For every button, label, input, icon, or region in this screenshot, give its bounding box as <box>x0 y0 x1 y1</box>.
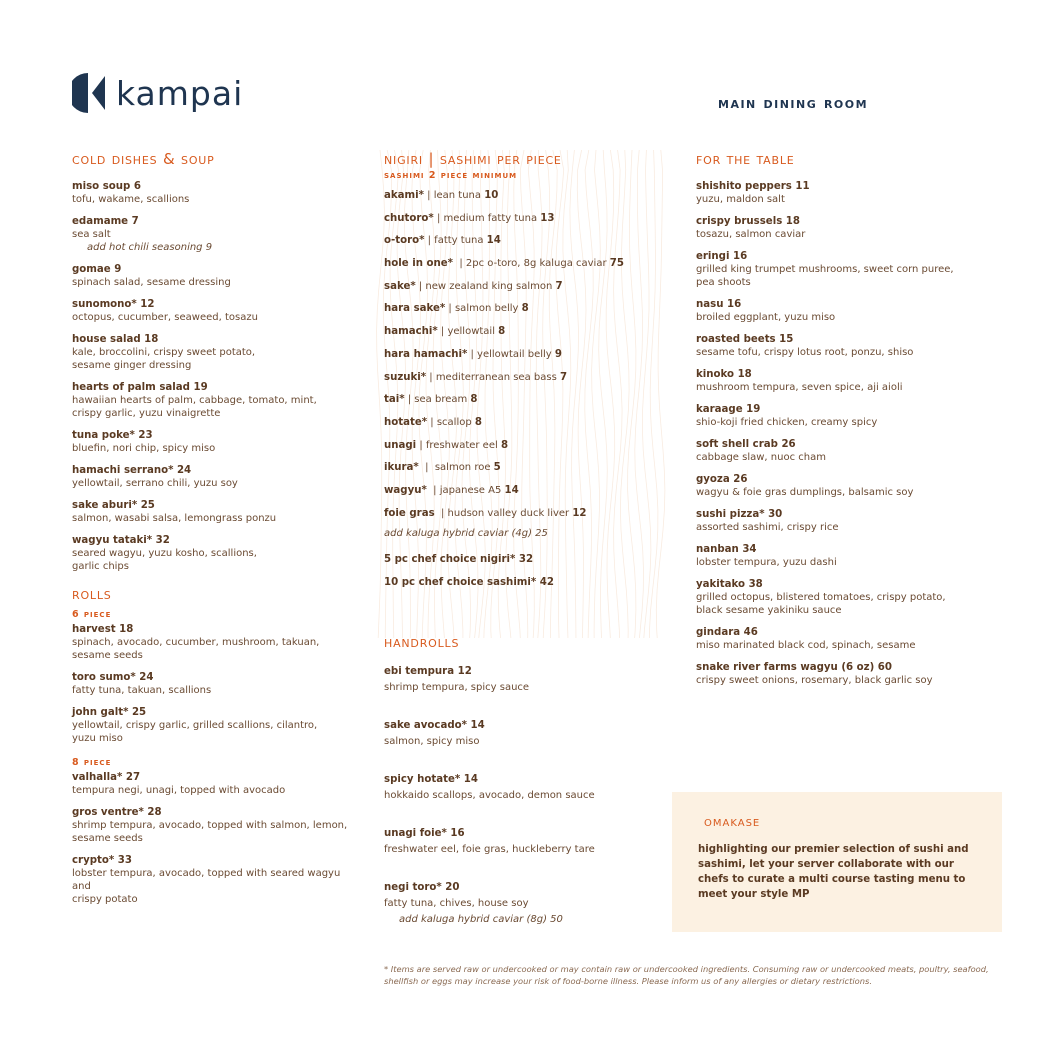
nigiri-description: | japanese A5 <box>426 484 505 496</box>
item-name: gindara 46 <box>696 627 758 638</box>
item-description: tempura negi, unagi, topped with avocado <box>72 785 286 796</box>
item-description: shrimp tempura, spicy sauce <box>384 681 530 693</box>
menu-item <box>696 250 996 289</box>
nigiri-description: | mediterranean sea bass <box>426 371 560 383</box>
item-description: yellowtail, crispy garlic, grilled scallions, cilantro, <box>72 720 318 731</box>
menu-item <box>72 381 362 420</box>
nigiri-caviar-addon: add kaluga hybrid caviar (4g) 25 <box>384 528 548 540</box>
nigiri-name: unagi <box>384 439 417 451</box>
roll-item <box>72 671 362 697</box>
menu-item <box>696 661 996 687</box>
menu-item <box>72 464 362 490</box>
nigiri-item <box>384 189 674 212</box>
item-name: gyoza 26 <box>696 474 748 485</box>
omakase-line: chefs to curate a multi course tasting menu to <box>698 874 966 885</box>
nigiri-description: | freshwater eel <box>416 439 501 451</box>
nigiri-description: | 2pc o-toro, 8g kaluga caviar <box>452 258 610 270</box>
menu-item <box>696 403 996 429</box>
room-title: main dining room <box>718 94 869 112</box>
omakase-line: sashimi, let your server collaborate with our <box>698 859 954 870</box>
item-name: harvest 18 <box>72 624 134 635</box>
item-description: spinach, avocado, cucumber, mushroom, takuan, <box>72 637 320 648</box>
nigiri-item <box>384 257 674 280</box>
nigiri-price: 7 <box>559 371 568 383</box>
item-name: ebi tempura 12 <box>384 665 472 677</box>
chef-choice-nigiri: 5 pc chef choice nigiri* 32 <box>384 554 534 566</box>
item-description: pea shoots <box>696 277 751 288</box>
item-description: grilled octopus, blistered tomatoes, crispy potato, <box>696 592 946 603</box>
item-description: kale, broccolini, crispy sweet potato, <box>72 347 256 358</box>
section-title-rolls: rolls <box>72 585 112 603</box>
column-right <box>696 150 996 687</box>
nigiri-price: 10 <box>484 190 499 201</box>
menu-item <box>696 473 996 499</box>
item-name: crispy brussels 18 <box>696 216 800 227</box>
item-description: crispy garlic, yuzu vinaigrette <box>72 408 221 419</box>
nigiri-item <box>384 234 674 257</box>
brand-logo <box>72 72 243 114</box>
item-name: roasted beets 15 <box>696 334 794 345</box>
item-name: eringi 16 <box>696 251 748 262</box>
item-name: nasu 16 <box>696 299 742 310</box>
menu-item <box>696 438 996 464</box>
menu-item <box>72 499 362 525</box>
item-description: fatty tuna, takuan, scallions <box>72 685 212 696</box>
menu-item <box>72 534 362 573</box>
item-description: hawaiian hearts of palm, cabbage, tomato, mint, <box>72 395 317 406</box>
menu-item <box>72 333 362 372</box>
nigiri-name: hole in one* <box>384 258 453 270</box>
item-description: sea salt <box>72 229 111 240</box>
nigiri-description: | hudson valley duck liver <box>434 507 573 519</box>
item-description: yellowtail, serrano chili, yuzu soy <box>72 478 238 489</box>
item-name: unagi foie* 16 <box>384 827 465 839</box>
brand-name: kampai <box>116 73 244 113</box>
nigiri-name: hotate* <box>384 416 428 428</box>
rolls-6-list <box>72 623 362 745</box>
nigiri-price: 8 <box>500 439 509 451</box>
item-addon: add hot chili seasoning 9 <box>87 242 213 253</box>
nigiri-price: 7 <box>555 280 563 292</box>
omakase-title: omakase <box>704 814 761 830</box>
section-title-nigiri: nigiri | sashimi per piece <box>384 150 562 168</box>
nigiri-name: suzuki* <box>384 371 427 383</box>
nigiri-description: | fatty tuna <box>424 235 487 247</box>
menu-item <box>696 180 996 206</box>
item-name: gomae 9 <box>72 264 122 275</box>
chef-choice-sashimi: 10 pc chef choice sashimi* 42 <box>384 577 554 588</box>
nigiri-name: akami* <box>384 190 424 201</box>
handroll-item <box>384 773 674 802</box>
nigiri-item <box>384 371 674 394</box>
item-name: spicy hotate* 14 <box>384 773 478 785</box>
item-description: lobster tempura, avocado, topped with seared wagyu and <box>72 868 341 892</box>
nigiri-name: hara hamachi* <box>384 348 468 360</box>
omakase-box <box>672 792 1002 932</box>
item-name: yakitako 38 <box>696 579 763 590</box>
section-title-table: for the table <box>696 150 795 168</box>
footnote-line: * Items are served raw or undercooked or may contain raw or undercooked ingredients. Consuming raw or undercooked meats, poultry, seafood, <box>384 964 989 974</box>
item-name: hamachi serrano* 24 <box>72 465 192 476</box>
nigiri-price: 14 <box>486 235 501 247</box>
rolls-6-piece-title: 6 piece <box>72 609 112 620</box>
nigiri-price: 9 <box>554 348 562 360</box>
nigiri-price: 8 <box>470 394 478 406</box>
item-description: broiled eggplant, yuzu miso <box>696 312 836 323</box>
nigiri-price: 8 <box>498 326 506 338</box>
nigiri-subtitle: sashimi 2 piece minimum <box>384 170 518 181</box>
roll-item <box>72 806 362 845</box>
item-description: grilled king trumpet mushrooms, sweet corn puree, <box>696 264 954 275</box>
nigiri-name: hara sake* <box>384 303 446 315</box>
nigiri-name: tai* <box>384 394 405 406</box>
item-name: snake river farms wagyu (6 oz) 60 <box>696 662 892 673</box>
handroll-item <box>384 665 674 694</box>
nigiri-item <box>384 484 674 507</box>
roll-item <box>72 623 362 662</box>
nigiri-price: 14 <box>504 484 519 496</box>
cold-dishes-list <box>72 180 362 573</box>
item-name: sake aburi* 25 <box>72 500 155 511</box>
section-title-cold: cold dishes & soup <box>72 150 215 168</box>
item-name: sushi pizza* 30 <box>696 509 783 520</box>
menu-item <box>72 215 362 254</box>
nigiri-item <box>384 302 674 325</box>
item-description: shrimp tempura, avocado, topped with salmon, lemon, <box>72 820 348 831</box>
item-description: salmon, spicy miso <box>384 735 480 747</box>
item-description: sesame seeds <box>72 650 143 661</box>
roll-item <box>72 771 362 797</box>
nigiri-description: | new zealand king salmon <box>415 280 556 292</box>
nigiri-item <box>384 439 674 462</box>
nigiri-price: 8 <box>474 416 482 428</box>
item-description: tosazu, salmon caviar <box>696 229 806 240</box>
item-description: crispy potato <box>72 894 138 905</box>
nigiri-description: | lean tuna <box>423 190 485 201</box>
menu-item <box>696 368 996 394</box>
handroll-item <box>384 719 674 748</box>
nigiri-name: wagyu* <box>384 484 427 496</box>
handrolls-list <box>384 665 674 926</box>
omakase-line: highlighting our premier selection of sushi and <box>698 844 969 855</box>
item-description: sesame ginger dressing <box>72 360 192 371</box>
nigiri-name: sake* <box>384 280 416 292</box>
nigiri-description: | salmon roe <box>418 462 494 474</box>
nigiri-name: o-toro* <box>384 235 425 247</box>
nigiri-list <box>384 189 674 529</box>
menu-item <box>696 298 996 324</box>
rolls-8-list <box>72 771 362 906</box>
menu-item <box>72 263 362 289</box>
omakase-line: meet your style MP <box>698 889 810 900</box>
item-description: mushroom tempura, seven spice, aji aioli <box>696 382 903 393</box>
item-description: wagyu & foie gras dumplings, balsamic soy <box>696 487 914 498</box>
nigiri-description: | sea bream <box>404 394 471 406</box>
item-description: hokkaido scallops, avocado, demon sauce <box>384 789 595 801</box>
item-description: assorted sashimi, crispy rice <box>696 522 839 533</box>
rolls-8-piece-title: 8 piece <box>72 757 112 768</box>
footnote-line: shellfish or eggs may increase your risk of food-borne illness. Please inform us of any allergies or dietary restrictions. <box>384 976 872 986</box>
menu-item <box>696 333 996 359</box>
item-name: negi toro* 20 <box>384 881 460 893</box>
item-description: crispy sweet onions, rosemary, black garlic soy <box>696 675 933 686</box>
item-description: sesame seeds <box>72 833 143 844</box>
item-name: edamame 7 <box>72 216 139 227</box>
roll-item <box>72 706 362 745</box>
item-description: yuzu miso <box>72 733 123 744</box>
nigiri-item <box>384 393 674 416</box>
item-description: seared wagyu, yuzu kosho, scallions, <box>72 548 257 559</box>
raw-food-disclaimer <box>384 963 1004 987</box>
nigiri-description: | yellowtail belly <box>467 348 555 360</box>
item-description: octopus, cucumber, seaweed, tosazu <box>72 312 258 323</box>
handroll-item <box>384 881 674 926</box>
menu-item <box>72 298 362 324</box>
item-description: black sesame yakiniku sauce <box>696 605 842 616</box>
menu-item <box>72 180 362 206</box>
item-description: miso marinated black cod, spinach, sesame <box>696 640 916 651</box>
nigiri-item <box>384 280 674 303</box>
item-description: garlic chips <box>72 561 129 572</box>
nigiri-description: | salmon belly <box>445 303 522 315</box>
nigiri-description: | scallop <box>427 416 475 428</box>
nigiri-price: 75 <box>609 258 624 270</box>
item-name: sunomono* 12 <box>72 299 155 310</box>
nigiri-item <box>384 507 674 530</box>
item-name: tuna poke* 23 <box>72 430 153 441</box>
item-description: tofu, wakame, scallions <box>72 194 190 205</box>
item-name: house salad 18 <box>72 334 159 345</box>
nigiri-price: 13 <box>540 212 555 224</box>
nigiri-item <box>384 325 674 348</box>
for-the-table-list <box>696 180 996 687</box>
menu-item <box>696 578 996 617</box>
nigiri-item <box>384 416 674 439</box>
item-name: karaage 19 <box>696 404 761 415</box>
item-name: toro sumo* 24 <box>72 672 154 683</box>
item-name: crypto* 33 <box>72 855 132 866</box>
item-name: soft shell crab 26 <box>696 439 796 450</box>
nigiri-name: ikura* <box>384 462 419 474</box>
item-name: nanban 34 <box>696 544 757 555</box>
item-name: hearts of palm salad 19 <box>72 382 208 393</box>
item-name: miso soup 6 <box>72 181 141 192</box>
item-addon: add kaluga hybrid caviar (8g) 50 <box>399 913 563 925</box>
menu-item <box>696 508 996 534</box>
item-name: wagyu tataki* 32 <box>72 535 170 546</box>
nigiri-price: 8 <box>521 303 529 315</box>
item-name: john galt* 25 <box>72 707 147 718</box>
menu-item <box>696 543 996 569</box>
section-title-handrolls: handrolls <box>384 632 460 651</box>
item-description: cabbage slaw, nuoc cham <box>696 452 826 463</box>
column-left <box>72 150 362 906</box>
item-name: sake avocado* 14 <box>384 719 485 731</box>
roll-item <box>72 854 362 906</box>
item-name: valhalla* 27 <box>72 772 141 783</box>
item-name: gros ventre* 28 <box>72 807 162 818</box>
nigiri-description: | medium fatty tuna <box>433 212 541 224</box>
logo-mark-icon <box>72 72 106 114</box>
omakase-description <box>698 842 974 902</box>
handroll-item <box>384 827 674 856</box>
nigiri-item <box>384 212 674 235</box>
item-name: kinoko 18 <box>696 369 752 380</box>
column-middle <box>384 150 674 926</box>
menu-item <box>696 215 996 241</box>
menu-item <box>72 429 362 455</box>
item-description: yuzu, maldon salt <box>696 194 785 205</box>
item-description: fatty tuna, chives, house soy <box>384 897 529 909</box>
item-description: shio-koji fried chicken, creamy spicy <box>696 417 878 428</box>
nigiri-price: 5 <box>493 462 501 474</box>
item-description: bluefin, nori chip, spicy miso <box>72 443 216 454</box>
nigiri-item <box>384 461 674 484</box>
nigiri-name: foie gras <box>384 507 435 519</box>
item-description: salmon, wasabi salsa, lemongrass ponzu <box>72 513 277 524</box>
item-description: sesame tofu, crispy lotus root, ponzu, shiso <box>696 347 914 358</box>
nigiri-name: chutoro* <box>384 212 434 224</box>
item-description: spinach salad, sesame dressing <box>72 277 231 288</box>
item-description: freshwater eel, foie gras, huckleberry tare <box>384 843 595 855</box>
item-description: lobster tempura, yuzu dashi <box>696 557 837 568</box>
item-name: shishito peppers 11 <box>696 181 810 192</box>
nigiri-description: | yellowtail <box>437 326 499 338</box>
menu-item <box>696 626 996 652</box>
nigiri-item <box>384 348 674 371</box>
nigiri-name: hamachi* <box>384 326 438 338</box>
nigiri-price: 12 <box>572 507 587 519</box>
